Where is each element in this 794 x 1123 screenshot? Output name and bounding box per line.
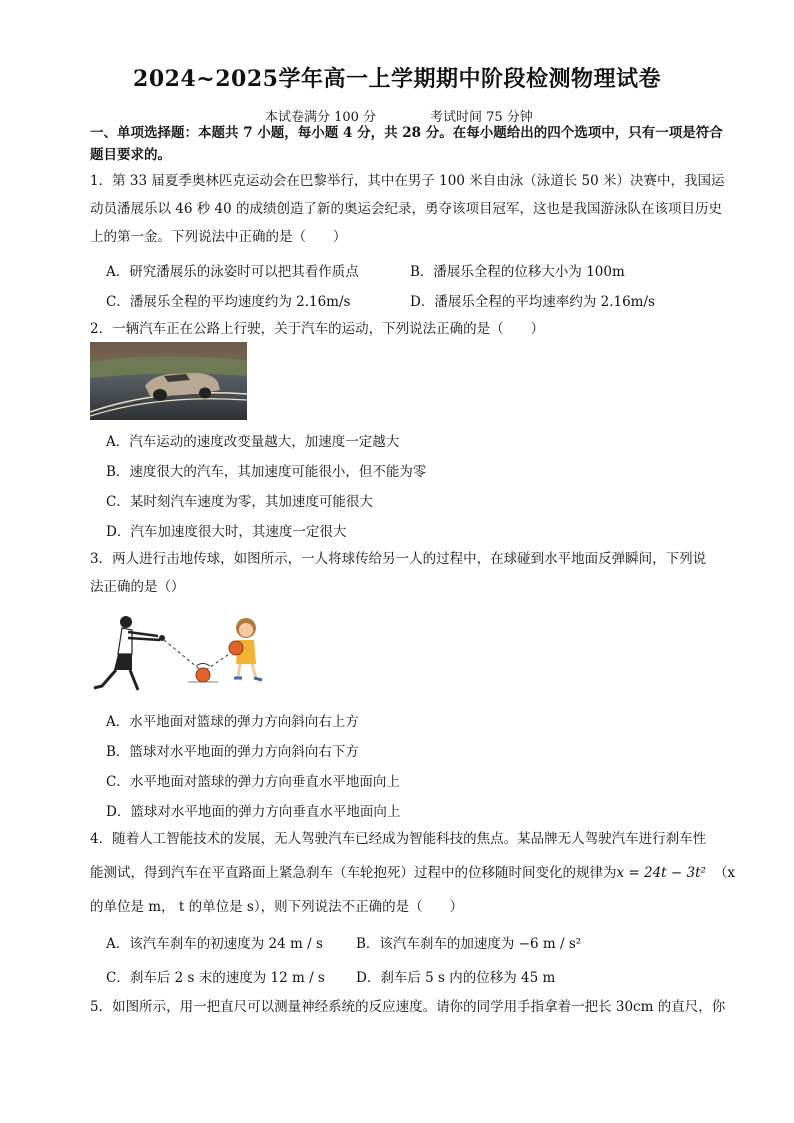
q4-option-d: D．刹车后 5 s 内的位移为 45 m bbox=[356, 970, 556, 986]
q3-option-d: D．篮球对水平地面的弹力方向垂直水平地面向上 bbox=[106, 804, 401, 820]
q1-line1: 1．第 33 届夏季奥林匹克运动会在巴黎举行，其中在男子 100 米自由泳（泳道长 50 米）决赛中，我国运 bbox=[90, 173, 725, 189]
q4-line2-text: 能测试，得到汽车在平直路面上紧急刹车（车轮抱死）过程中的位移随时间变化的规律为 bbox=[90, 865, 617, 881]
q2-option-a: A．汽车运动的速度改变量越大，加速度一定越大 bbox=[106, 434, 400, 450]
q1-option-c: C．潘展乐全程的平均速度约为 2.16m/s bbox=[106, 294, 351, 310]
q1-line2: 动员潘展乐以 46 秒 40 的成绩创造了新的奥运会纪录，勇夺该项目冠军，这也是我国游泳队在该项目历史 bbox=[90, 201, 723, 217]
q1-option-b: B．潘展乐全程的位移大小为 100m bbox=[410, 264, 625, 280]
q2-line1: 2．一辆汽车正在公路上行驶，关于汽车的运动，下列说法正确的是（ ） bbox=[90, 321, 545, 337]
q4-line2 bbox=[90, 864, 736, 882]
q1-line3: 上的第一金。下列说法中正确的是（ ） bbox=[90, 229, 347, 245]
q2-option-b: B．速度很大的汽车，其加速度可能很小，但不能为零 bbox=[106, 464, 427, 480]
car-photo bbox=[90, 342, 247, 420]
section1-line2: 题目要求的。 bbox=[90, 147, 171, 163]
q1-option-d: D．潘展乐全程的平均速率约为 2.16m/s bbox=[410, 294, 655, 310]
q3-line1: 3．两人进行击地传球，如图所示，一人将球传给另一人的过程中，在球碰到水平地面反弹瞬间，下列说 bbox=[90, 551, 707, 567]
q4-line2-tail: （x bbox=[713, 865, 736, 881]
q5-line1: 5．如图所示，用一把直尺可以测量神经系统的反应速度。请你的同学用手指拿着一把长 30cm 的直尺，你 bbox=[90, 999, 726, 1015]
exam-title: 2024~2025学年高一上学期期中阶段检测物理试卷 bbox=[133, 66, 661, 92]
q1-option-a: A．研究潘展乐的泳姿时可以把其看作质点 bbox=[106, 264, 359, 280]
q3-line2: 法正确的是（） bbox=[90, 579, 185, 595]
section1-line1: 一、单项选择题：本题共 7 小题，每小题 4 分，共 28 分。在每小题给出的四个选项中，只有一项是符合 bbox=[90, 125, 723, 141]
bounce-pass-figure bbox=[88, 608, 268, 698]
q3-option-c: C．水平地面对篮球的弹力方向垂直水平地面向上 bbox=[106, 774, 400, 790]
q4-option-b: B．该汽车刹车的加速度为 −6 m / s² bbox=[356, 936, 582, 952]
q3-option-b: B．篮球对水平地面的弹力方向斜向右下方 bbox=[106, 744, 359, 760]
q4-line1: 4．随着人工智能技术的发展，无人驾驶汽车已经成为智能科技的焦点。某品牌无人驾驶汽车进行刹车性 bbox=[90, 831, 707, 847]
q2-option-c: C．某时刻汽车速度为零，其加速度可能很大 bbox=[106, 494, 373, 510]
q3-option-a: A．水平地面对篮球的弹力方向斜向右上方 bbox=[106, 714, 359, 730]
exam-time: 考试时间 75 分钟 bbox=[430, 110, 533, 125]
full-score: 本试卷满分 100 分 bbox=[265, 110, 377, 125]
q2-option-d: D．汽车加速度很大时，其速度一定很大 bbox=[106, 524, 347, 540]
q4-option-c: C．刹车后 2 s 末的速度为 12 m / s bbox=[106, 970, 325, 986]
q4-formula: x = 24t − 3t² bbox=[616, 865, 706, 881]
q4-option-a: A．该汽车刹车的初速度为 24 m / s bbox=[106, 936, 323, 952]
q4-line3: 的单位是 m， t 的单位是 s），则下列说法不正确的是（ ） bbox=[90, 899, 464, 915]
